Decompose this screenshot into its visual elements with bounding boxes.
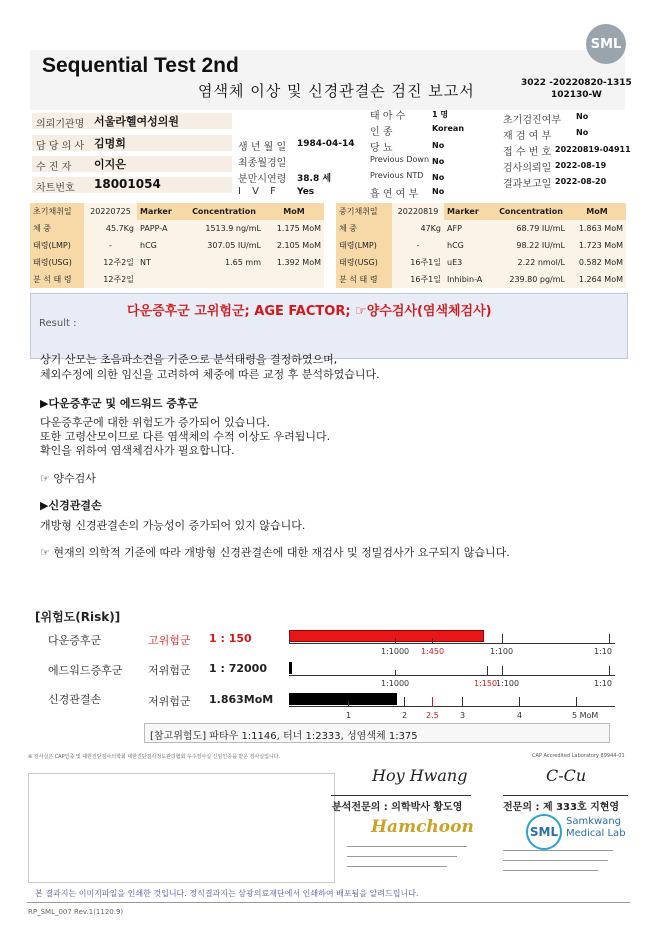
sml-brand [566,816,626,840]
st-anal-label: 분 석 태 령 [336,271,392,288]
inst-label: 의뢰기관명 [36,119,85,130]
ft-lmp-label: 태령(LMP) [30,237,84,254]
report-p4: 또한 고령산모이므로 다른 염색체의 수적 이상도 우려됩니다. [40,430,331,443]
signer-1: 분석전문의 : 의학박사 황도영 [332,802,463,813]
smoke-label: 흡 연 여 부 [370,189,419,200]
st-usg-value: 16주1일 [392,254,444,271]
reqdate-value: 2022-08-19 [555,161,607,170]
fetus-label: 태 아 수 [370,111,406,122]
risk-edwards-bar [289,662,292,674]
ft-weight-label: 체 중 [30,220,84,237]
st-mom-hcg: 1.723 MoM [568,237,626,254]
risk-down-bar [289,630,484,642]
ft-anal-value: 12주2일 [84,271,137,288]
st-weight-value: 47Kg [392,220,444,237]
risk-ntd-bar [289,693,397,705]
signature-line-2 [503,795,628,796]
ft-marker-hcg: hCG [137,237,184,254]
st-mom-inhibin: 1.264 MoM [568,271,626,288]
st-date-value: 20220819 [392,203,444,220]
ft-empty-3 [264,271,324,288]
risk-ntd-tick-1 [348,701,349,707]
st-marker-hcg: hCG [444,237,494,254]
risk-edwards-ticklbl-10: 1:10 [594,679,612,688]
ft-anal-label: 분 석 태 령 [30,271,84,288]
risk-down-ticklbl-100: 1:100 [490,647,514,656]
stamp-text-3 [347,866,447,869]
st-anal-value: 16주1일 [392,271,444,288]
st-col-marker: Marker [444,203,494,220]
doc-no-line1: 3022 -20220820-1315 [521,78,632,88]
risk-ntd-ticklbl-3: 3 [460,711,466,720]
patient-value: 이지은 [94,158,126,171]
ft-mom-hcg: 2.105 MoM [264,237,324,254]
risk-ntd-ticklbl-1: 1 [346,711,352,720]
risk-edwards-name: 에드워드증후군 [48,664,123,677]
ft-weight-value: 45.7Kg [84,220,137,237]
ft-empty-1 [137,271,184,288]
fetus-value: 1 명 [432,110,449,119]
ft-usg-label: 태령(USG) [30,254,84,271]
risk-ntd-tick-cutoff [432,697,433,707]
risk-down-tick-origin [289,634,290,644]
risk-ntd-ratio: 1.863MoM [209,693,274,706]
bottom-line [27,902,630,903]
comment-box [28,773,335,883]
risk-edwards-axis [289,675,615,676]
cap-number: CAP Accredited Laboratory 89944-01 [532,753,625,759]
st-conc-hcg: 98.22 IU/mL [494,237,568,254]
ft-marker-papp: PAPP-A [137,220,184,237]
signature-2: C-Cu [546,766,587,785]
risk-ntd-tick-3 [462,697,463,707]
report-title: Sequential Test 2nd [42,54,239,77]
ft-col-mom: MoM [264,203,324,220]
risk-edwards-ratio: 1 : 72000 [209,662,267,675]
prevntd-label: Previous NTD [370,171,424,180]
first-value: No [576,112,589,121]
risk-down-ticklbl-1000: 1:1000 [381,647,410,656]
retest-label: 재 검 여 부 [503,131,552,142]
risk-down-ticklbl-10: 1:10 [594,647,612,656]
st-marker-inhibin: Inhibin-A [444,271,494,288]
ft-empty-2 [184,271,264,288]
report-p3: 다운증후군에 대한 위험도가 증가되어 있습니다. [40,416,271,429]
age-label: 분만시연령 [238,174,287,185]
patient-label: 수 진 자 [36,162,72,173]
ft-date-value: 20220725 [84,203,137,220]
risk-down-level: 고위험군 [148,634,191,647]
sml-footer-logo: SML [526,814,562,850]
inst-value: 서울라헬여성의원 [94,115,180,128]
lmp-label: 최종월경일 [238,158,287,169]
doc-no-line2: 102130-W [550,90,602,100]
repdate-label: 결과보고일 [503,179,552,190]
st-conc-afp: 68.79 IU/mL [494,220,568,237]
first-label: 초기검진여부 [503,115,561,126]
accreditation-note: ※ 검사실은 CAP인증 및 대한진단검사의학회 대한진단검사정도관리협회 우수검사실 신임인증을 받은 검사실입니다. [28,754,281,760]
st-lmp-value: - [392,237,444,254]
sml-stamp-text-1 [503,850,613,853]
result-text: 다운증후군 고위험군; AGE FACTOR; ☞양수검사(염색체검사) [127,304,492,319]
prevntd-value: No [432,173,445,182]
risk-down-tick-100 [502,634,503,644]
ft-conc-hcg: 307.05 IU/mL [184,237,264,254]
st-conc-inhibin: 239.80 pg/mL [494,271,568,288]
st-marker-ue3: uE3 [444,254,494,271]
ft-mom-nt: 1.392 MoM [264,254,324,271]
ft-date-label: 초기채취일 [30,203,84,220]
report-p2: 체외수정에 의한 임신을 고려하여 체중에 따른 교정 후 분석하였습니다. [40,368,380,381]
prevdown-label: Previous Down [370,155,430,164]
report-heading-ntd: ▶신경관결손 [40,499,102,512]
disclaimer: 본 결과지는 이미지파일을 인쇄한 것입니다. 정식결과지는 삼광의료재단에서 인쇄하여 배포됨을 알려드립니다. [35,889,419,898]
risk-ntd-tick-4 [519,697,520,707]
report-p7: 개방형 신경관결손의 가능성이 증가되어 있지 않습니다. [40,519,306,532]
st-mom-afp: 1.863 MoM [568,220,626,237]
risk-edwards-tick-cutoff [487,666,488,676]
doctor-label: 담 당 의 사 [36,141,85,152]
risk-edwards-tick-100 [502,666,503,676]
reqdate-label: 검사의뢰일 [503,163,552,174]
risk-down-tick-cutoff [432,638,433,644]
report-subtitle: 염색체 이상 및 신경관결손 검진 보고서 [198,82,475,100]
diabetes-label: 당 뇨 [370,143,393,154]
st-marker-afp: AFP [444,220,494,237]
report-p8: ☞ 현재의 의학적 기준에 따라 개방형 신경관결손에 대한 재검사 및 정밀검사가 요구되지 않습니다. [40,546,510,559]
risk-ntd-ticklbl-2: 2 [402,711,408,720]
risk-down-tick-1000 [395,638,396,644]
report-p5: 확인을 위하여 염색체검사가 필요합니다. [40,444,235,457]
ft-conc-nt: 1.65 mm [184,254,264,271]
report-heading-down: ▶다운증후군 및 에드워드 증후군 [40,397,199,410]
retest-value: No [576,128,589,137]
sml-stamp-text-3 [503,870,598,873]
st-col-mom: MoM [568,203,626,220]
ft-lmp-value: - [84,237,137,254]
stamp-text-1 [347,846,467,849]
repdate-value: 2022-08-20 [555,177,607,186]
risk-edwards-level: 저위험군 [148,664,191,677]
sml-brand-1: Samkwang [566,816,621,827]
doctor-value: 김명희 [94,137,126,150]
st-mom-ue3: 0.582 MoM [568,254,626,271]
st-lmp-label: 태령(LMP) [336,237,392,254]
ft-conc-papp: 1513.9 ng/mL [184,220,264,237]
dob-label: 생 년 월 일 [238,142,287,153]
risk-edwards-ticklbl-100: 1:100 [496,679,520,688]
risk-ntd-tick-2 [404,697,405,707]
ft-marker-nt: NT [137,254,184,271]
second-trimester-table [336,203,626,288]
st-conc-ue3: 2.22 nmol/L [494,254,568,271]
st-date-label: 중기채취일 [336,203,392,220]
risk-down-tick-10 [609,634,610,644]
risk-down-axis [289,643,615,644]
ivf-value: Yes [297,187,315,197]
document-number [521,77,632,101]
chart-value: 18001054 [94,177,161,191]
risk-down-name: 다운증후군 [48,634,102,647]
risk-edwards-tick-1000 [395,670,396,676]
recv-value: 20220819-04911 [555,145,631,154]
first-trimester-table [30,203,324,288]
risk-down-ticklbl-cutoff: 1:450 [421,647,445,656]
risk-ntd-ticklbl-4: 4 [517,711,523,720]
signature-1: Hoy Hwang [372,766,468,785]
risk-title: [위험도(Risk)] [35,610,121,624]
st-weight-label: 체 중 [336,220,392,237]
st-usg-label: 태령(USG) [336,254,392,271]
sml-stamp-text-2 [503,860,608,863]
risk-ntd-ticklbl-5: 5 MoM [572,711,599,720]
risk-ntd-name: 신경관결손 [48,693,102,706]
ft-col-marker: Marker [137,203,184,220]
risk-edwards-tick-10 [609,666,610,676]
age-value: 38.8 세 [297,174,332,184]
risk-ntd-tick-5 [576,697,577,707]
ft-mom-papp: 1.175 MoM [264,220,324,237]
stamp-text-2 [347,856,457,859]
signature-line-1 [331,795,471,796]
risk-ntd-ticklbl-cutoff: 2.5 [426,711,439,720]
race-value: Korean [432,124,465,133]
report-p1: 상기 산모는 초음파소견을 기준으로 분석태령을 결정하였으며, [40,353,338,366]
smoke-value: No [432,187,445,196]
signer-2: 전문의 : 제 333호 지현영 [503,802,620,813]
race-label: 인 종 [370,127,393,138]
chart-label: 차트번호 [36,183,75,194]
sml-brand-2: Medical Lab [566,828,626,839]
sml-logo: SML [586,24,626,64]
risk-ntd-level: 저위험군 [148,695,191,708]
prevdown-value: No [432,157,445,166]
result-box [30,293,628,359]
reference-risk: [참고위험도] 파타우 1:1146, 터너 1:2333, 성염색체 1:375 [144,723,610,743]
ft-col-conc: Concentration [184,203,264,220]
report-p6: ☞ 양수검사 [40,472,96,485]
hamchoon-stamp: Hamchoon [371,817,474,837]
risk-ntd-axis [289,706,615,707]
risk-down-ratio: 1 : 150 [209,632,252,645]
revision: RP_SML_007 Rev.1(1120.9) [28,908,124,916]
risk-edwards-ticklbl-1000: 1:1000 [381,679,410,688]
ivf-label: I V F [238,186,280,197]
st-col-conc: Concentration [494,203,568,220]
diabetes-value: No [432,141,445,150]
dob-value: 1984-04-14 [297,139,355,149]
recv-label: 접 수 번 호 [503,147,552,158]
risk-edwards-ticklbl-cutoff: 1:150 [474,679,498,688]
result-label: Result : [39,318,77,329]
ft-usg-value: 12주2일 [84,254,137,271]
